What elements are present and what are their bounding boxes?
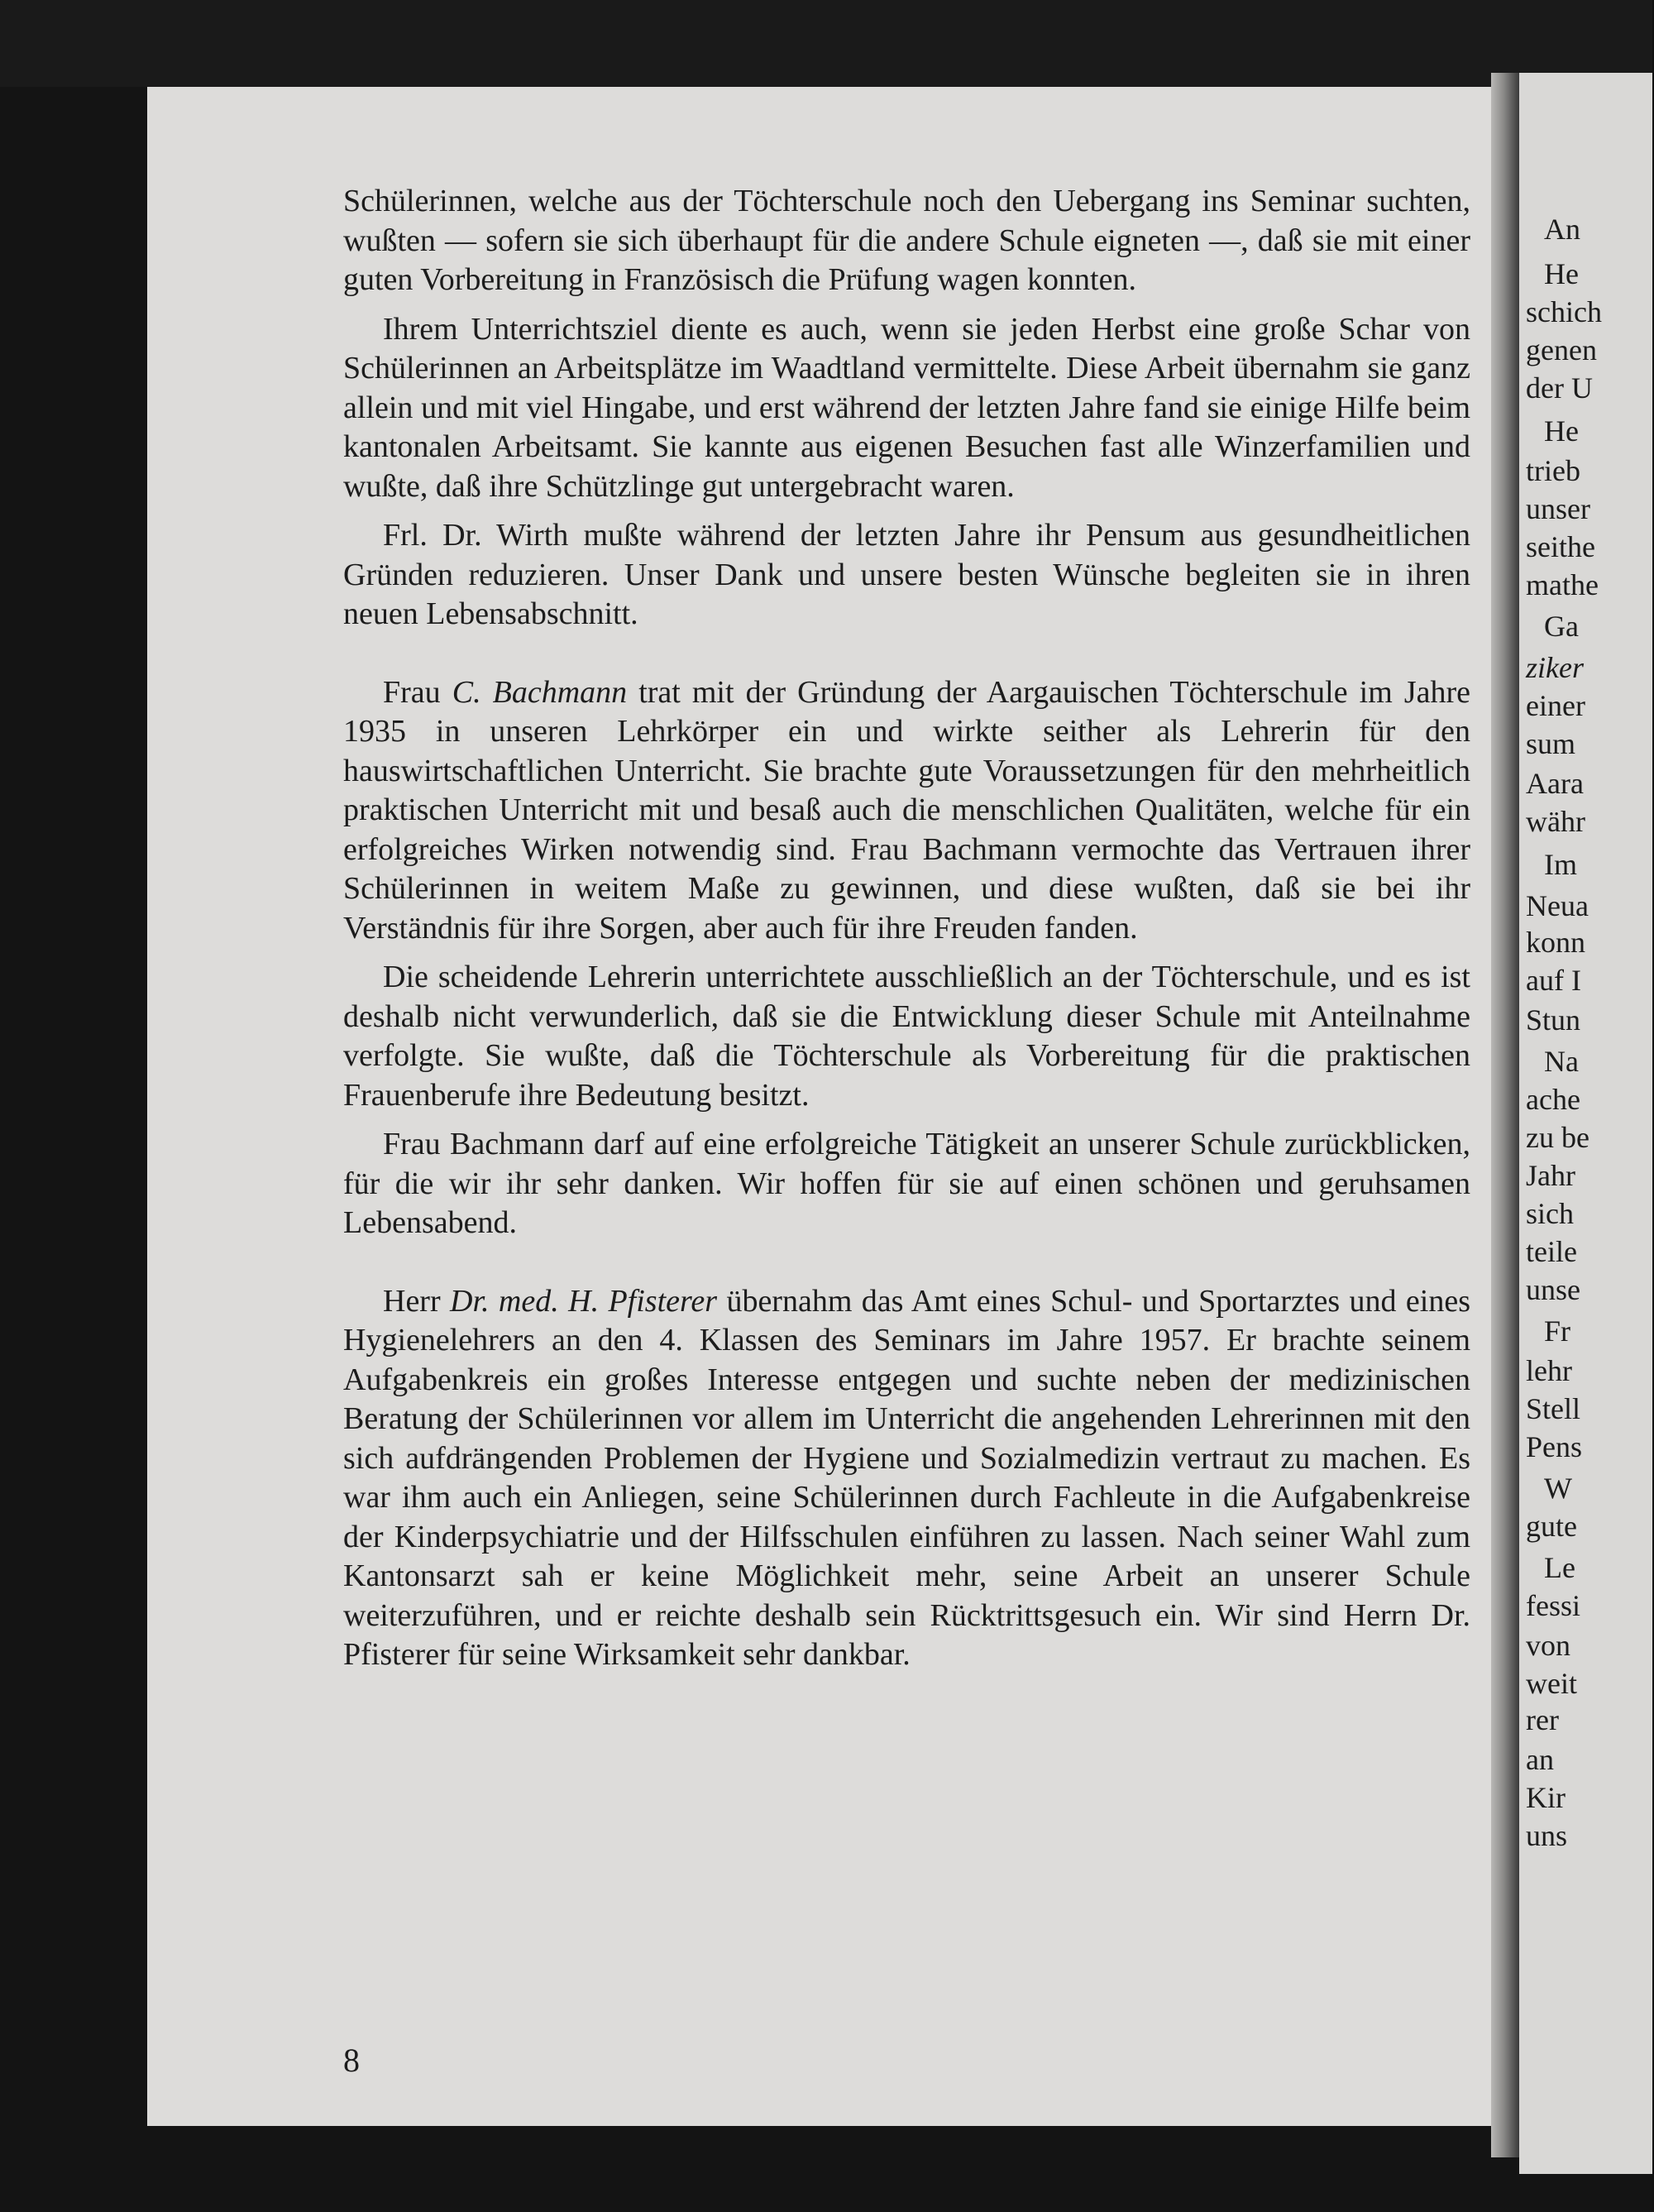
facing-page-line: Le: [1544, 1551, 1575, 1584]
facing-page-line: unser: [1526, 492, 1590, 525]
facing-page-line: unse: [1526, 1273, 1580, 1306]
paragraph: [343, 958, 1470, 1115]
facing-page-line: teile: [1526, 1235, 1577, 1268]
facing-page-line: auf I: [1526, 964, 1581, 997]
facing-page-line: An: [1544, 213, 1580, 246]
facing-page-line: zu be: [1526, 1121, 1589, 1154]
paragraph-text: Schülerinnen, welche aus der Töchterschule noch den Uebergang ins Seminar suchten, wußten — sofern sie sich überhaupt für die andere Schule eigneten —, daß sie mit einer guten Vorbereitung in Französisch die Prüfung wagen konnten.: [343, 184, 1470, 297]
facing-page-line: sich: [1526, 1197, 1574, 1230]
paragraph-text: Ihrem Unterrichtsziel diente es auch, wenn sie jeden Herbst eine große Schar von Schülerinnen an Arbeitsplätze im Waadtland vermittelte. Diese Arbeit übernahm sie ganz allein und mit viel Hingabe, und erst während der letzten Jahre fand sie einige Hilfe beim kantonalen Arbeitsamt. Sie kannte aus eigenen Besuchen fast alle Winzerfamilien und wußte, daß ihre Schützlinge gut untergebracht waren.: [343, 311, 1470, 504]
facing-page-line: uns: [1526, 1819, 1568, 1852]
facing-page-fragment: [1519, 73, 1654, 2174]
facing-page-line: einer: [1526, 689, 1585, 722]
facing-page-line: lehr: [1526, 1354, 1572, 1387]
facing-page-line: gute: [1526, 1510, 1577, 1543]
paragraph-text: Frl. Dr. Wirth mußte während der letzten Jahre ihr Pensum aus gesundheitlichen Gründen reduzieren. Unser Dank und unsere besten Wünsche begleiten sie in ihren neuen Lebensabschnitt.: [343, 518, 1470, 631]
facing-page-line: währ: [1526, 805, 1585, 838]
facing-page-line: weit: [1526, 1667, 1577, 1700]
paragraph: [343, 182, 1470, 300]
facing-page-line: Kir: [1526, 1781, 1566, 1814]
paragraph: [343, 516, 1470, 634]
paragraph-text: Herr: [383, 1283, 451, 1319]
book-gutter: [1491, 73, 1519, 2157]
scan-background: [0, 0, 1654, 87]
facing-page-line: Fr: [1544, 1314, 1571, 1348]
facing-page-line: seithe: [1526, 530, 1595, 563]
paragraph-pfisterer: [343, 1282, 1470, 1675]
facing-page-line: rer: [1526, 1703, 1559, 1736]
page-number: 8: [343, 2042, 360, 2079]
facing-page-line: ache: [1526, 1083, 1580, 1116]
person-name: C. Bachmann: [452, 674, 628, 710]
paragraph-text: Frau Bachmann darf auf eine erfolgreiche Tätigkeit an unserer Schule zurückblicken, für die wir ihr sehr danken. Wir hoffen für sie auf einen schönen und geruhsamen Lebensabend.: [343, 1127, 1470, 1240]
facing-page-line: Na: [1544, 1045, 1579, 1078]
facing-page-line: Pens: [1526, 1430, 1583, 1463]
facing-page-line: Neua: [1526, 889, 1589, 922]
facing-page-line: Aara: [1526, 767, 1584, 800]
facing-page-line: trieb: [1526, 454, 1580, 487]
facing-page-line: He: [1544, 414, 1579, 448]
paragraph-bachmann: [343, 673, 1470, 949]
facing-page-line: an: [1526, 1743, 1554, 1776]
facing-page-line: ziker: [1526, 651, 1584, 684]
page-text: [343, 182, 1470, 1675]
facing-page-line: Im: [1544, 848, 1577, 881]
person-name: Dr. med. H. Pfisterer: [450, 1283, 718, 1319]
facing-page-line: fessi: [1526, 1589, 1580, 1622]
paragraph-text: trat mit der Gründung der Aargauischen Töchterschule im Jahre 1935 in unseren Lehrkörper ein und wirkte seither als Lehrerin für den hauswirtschaftlichen Unterricht. Sie brachte gute Voraussetzungen für den mehrheitlich praktischen Unterricht mit und besaß auch die menschlichen Qualitäten, welche für ein erfolgreiches Wirken notwendig sind. Frau Bachmann vermochte das Vertrauen ihrer Schülerinnen in weitem Maße zu gewinnen, und diese wußten, daß sie bei ihr Verständnis für ihre Sorgen, aber auch für ihre Freuden fanden.: [343, 674, 1470, 946]
facing-page-line: W: [1544, 1472, 1572, 1505]
facing-page-line: schich: [1526, 295, 1602, 328]
facing-page-line: Stell: [1526, 1392, 1581, 1425]
facing-page-line: Jahr: [1526, 1159, 1575, 1192]
paragraph-text: Die scheidende Lehrerin unterrichtete ausschließlich an der Töchterschule, und es ist deshalb nicht verwunderlich, daß sie die Entwicklung dieser Schule mit Anteilnahme verfolgte. Sie wußte, daß die Töchterschule als Vorbereitung für die praktischen Frauenberufe ihre Bedeutung besitzt.: [343, 960, 1470, 1113]
paragraph-text: übernahm das Amt eines Schul- und Sportarztes und eines Hygienelehrers an den 4. Klassen des Seminars im Jahre 1957. Er brachte seinem Aufgabenkreis ein großes Interesse entgegen und suchte neben der medizinischen Beratung der Schülerinnen vor allem im Unterricht die angehenden Lehrerinnen mit den sich aufdrängenden Problemen der Hygiene und Sozialmedizin vertraut zu machen. Es war ihm auch ein Anliegen, seine Schülerinnen durch Fachleute in die Aufgabenkreise der Kinderpsychiatrie und der Hilfsschulen einführen zu lassen. Nach seiner Wahl zum Kantonsarzt sah er keine Möglichkeit mehr, seine Arbeit an unserer Schule weiterzuführen, und er reichte deshalb sein Rücktrittsgesuch ein. Wir sind Herrn Dr. Pfisterer für seine Wirksamkeit sehr dankbar.: [343, 1283, 1470, 1672]
facing-page-line: konn: [1526, 926, 1585, 959]
paragraph: [343, 1125, 1470, 1243]
paragraph-text: Frau: [383, 674, 452, 710]
facing-page-line: He: [1544, 257, 1579, 290]
facing-page-line: Ga: [1544, 610, 1579, 643]
facing-page-line: mathe: [1526, 568, 1599, 601]
facing-page-line: genen: [1526, 333, 1597, 366]
paragraph: [343, 310, 1470, 507]
facing-page-line: sum: [1526, 727, 1576, 760]
facing-page-line: von: [1526, 1629, 1570, 1662]
facing-page-line: Stun: [1526, 1003, 1581, 1037]
facing-page-line: der U: [1526, 371, 1593, 405]
